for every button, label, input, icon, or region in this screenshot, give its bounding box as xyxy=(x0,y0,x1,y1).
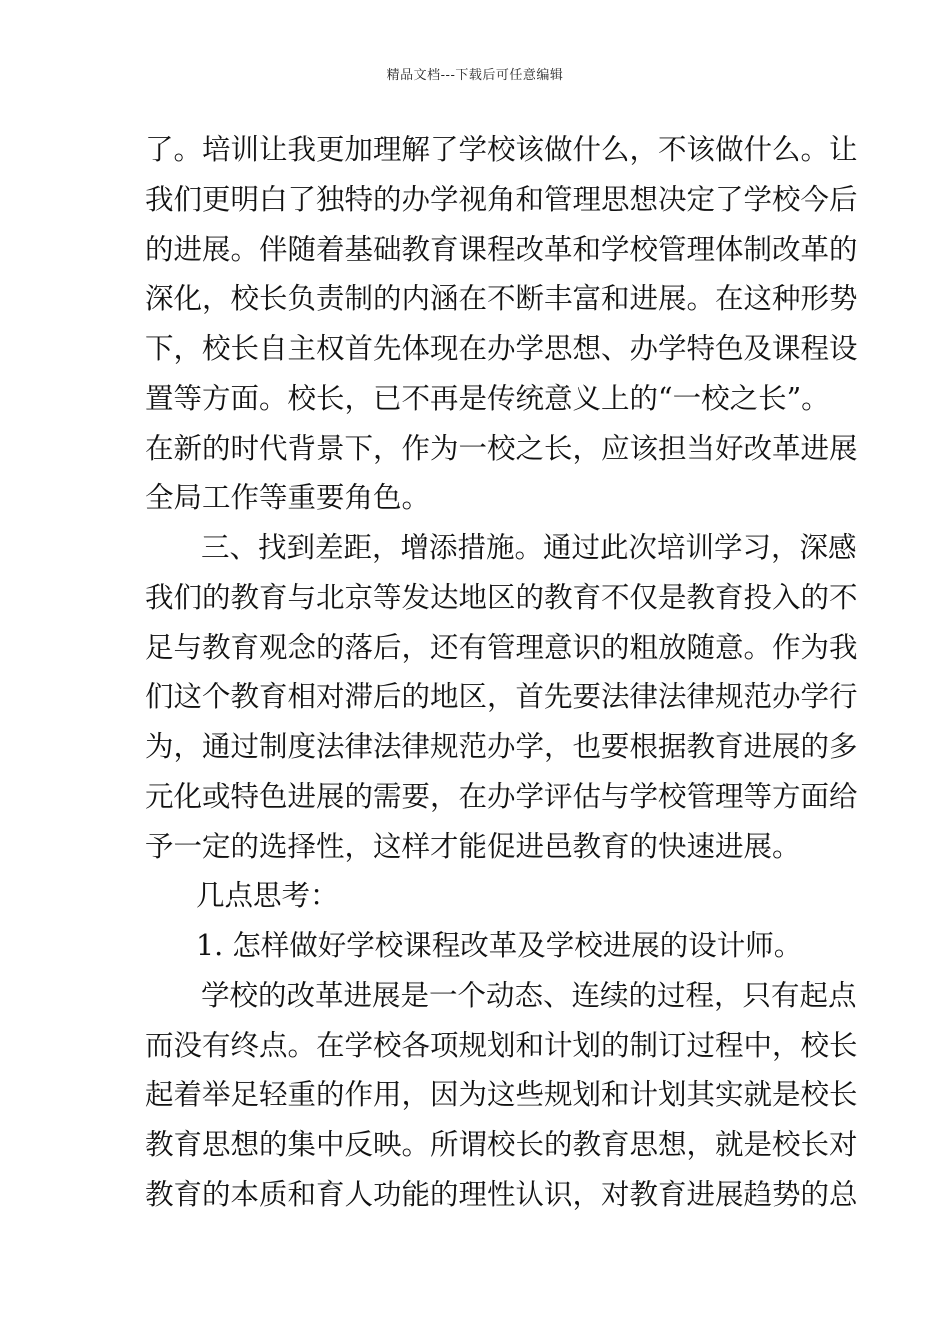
text-line: 予一定的选择性，这样才能促进邑教育的快速进展。 xyxy=(145,830,801,863)
text-line: 起着举足轻重的作用，因为这些规划和计划其实就是校长 xyxy=(145,1078,858,1111)
text-line: 为，通过制度法律法律规范办学，也要根据教育进展的多 xyxy=(145,730,858,763)
text-line: 我们更明白了独特的办学视角和管理思想决定了学校今后 xyxy=(145,183,858,216)
text-line: 们这个教育相对滞后的地区，首先要法律法律规范办学行 xyxy=(145,680,858,713)
page-header: 精品文档---下载后可任意编辑 xyxy=(386,68,564,83)
text-line: 的进展。伴随着基础教育课程改革和学校管理体制改革的 xyxy=(145,233,858,266)
text-line: 了。培训让我更加理解了学校该做什么，不该做什么。让 xyxy=(145,133,858,166)
text-line: 深化，校长负责制的内涵在不断丰富和进展。在这种形势 xyxy=(145,282,858,315)
text-line: 全局工作等重要角色。 xyxy=(145,481,431,514)
text-line: 足与教育观念的落后，还有管理意识的粗放随意。作为我 xyxy=(145,631,858,664)
section-heading: 几点思考： xyxy=(196,879,339,912)
numbered-item: 1. 怎样做好学校课程改革及学校进展的设计师。 xyxy=(196,929,803,962)
text-line: 教育思想的集中反映。所谓校长的教育思想，就是校长对 xyxy=(145,1128,858,1161)
text-line: 我们的教育与北京等发达地区的教育不仅是教育投入的不 xyxy=(145,581,858,614)
text-line: 教育的本质和育人功能的理性认识，对教育进展趋势的总 xyxy=(145,1178,858,1211)
paragraph-first-line: 学校的改革进展是一个动态、连续的过程，只有起点 xyxy=(201,979,857,1012)
text-line: 而没有终点。在学校各项规划和计划的制订过程中，校长 xyxy=(145,1029,858,1062)
text-line: 置等方面。校长，已不再是传统意义上的“一校之长”。 xyxy=(145,382,830,415)
text-line: 元化或特色进展的需要，在办学评估与学校管理等方面给 xyxy=(145,780,858,813)
paragraph-first-line: 三、找到差距，增添措施。通过此次培训学习，深感 xyxy=(201,531,857,564)
text-line: 在新的时代背景下，作为一校之长，应该担当好改革进展 xyxy=(145,432,858,465)
text-line: 下，校长自主权首先体现在办学思想、办学特色及课程设 xyxy=(145,332,858,365)
